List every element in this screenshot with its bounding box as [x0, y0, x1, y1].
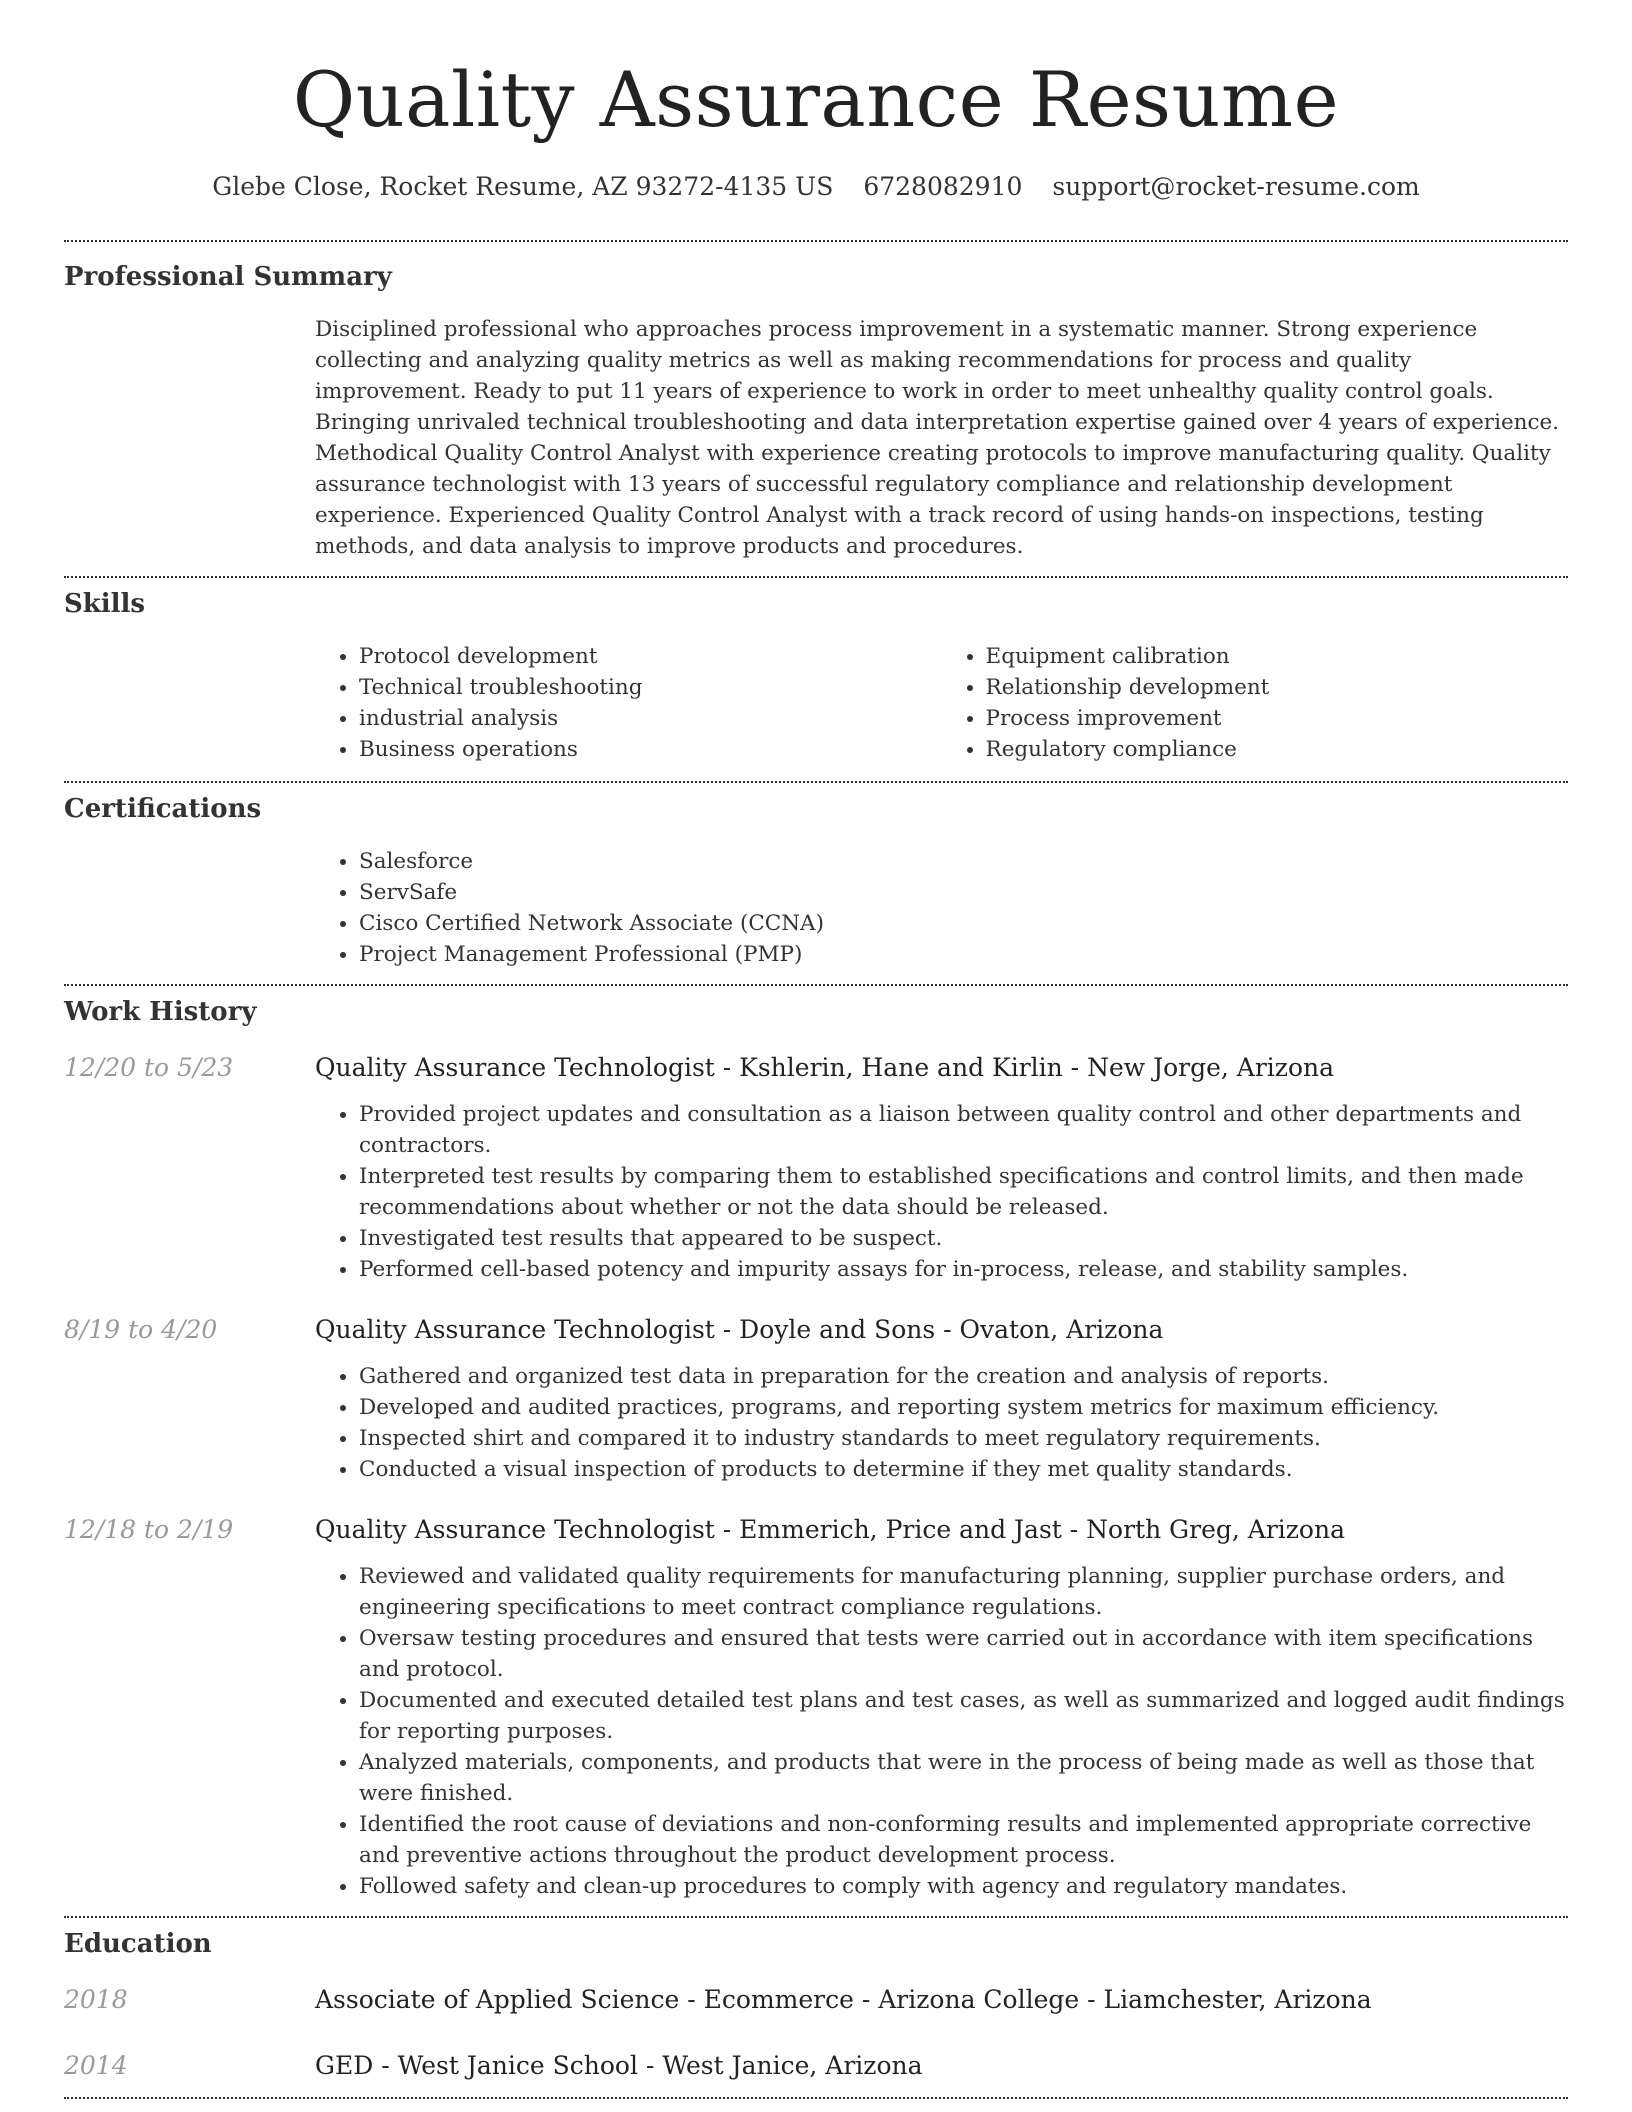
list-item: • Project Management Professional (PMP) [359, 939, 1568, 970]
list-item: • Protocol development [359, 641, 942, 672]
job-title: Quality Assurance Technologist - Doyle and Sons - Ovaton, Arizona [315, 1315, 1164, 1344]
list-item: • Technical troubleshooting [359, 672, 942, 703]
skills-section [64, 578, 1568, 781]
resume-title: Quality Assurance Resume [292, 55, 1340, 144]
list-item: • Cisco Certified Network Associate (CCNA) [359, 908, 1568, 939]
summary-heading: Professional Summary [64, 262, 392, 292]
job-dates: 12/20 to 5/23 [64, 1053, 234, 1082]
list-item: • Relationship development [986, 672, 1569, 703]
list-item: • Inspected shirt and compared it to industry standards to meet regulatory requirements. [359, 1423, 1568, 1454]
job-details [315, 1099, 1568, 1285]
education-year: 2018 [64, 1985, 128, 2014]
skills-heading: Skills [64, 589, 146, 619]
list-item: • Regulatory compliance [986, 734, 1569, 765]
list-item: • Identified the root cause of deviations and non-conforming results and implemented appropriate corrective and preventive actions throughout the product development process. [359, 1809, 1568, 1871]
education-section [64, 1918, 1568, 2097]
job-title: Quality Assurance Technologist - Kshlerin, Hane and Kirlin - New Jorge, Arizona [315, 1053, 1335, 1082]
job-dates: 12/18 to 2/19 [64, 1515, 234, 1544]
skills-list-right [942, 641, 1569, 765]
contact-address: Glebe Close, Rocket Resume, AZ 93272-4135 US [212, 172, 834, 201]
certifications-list [315, 846, 1568, 970]
education-entry [64, 1983, 1568, 2017]
list-item: • Business operations [359, 734, 942, 765]
education-entry [64, 2049, 1568, 2083]
list-item: • Developed and audited practices, programs, and reporting system metrics for maximum efficiency. [359, 1392, 1568, 1423]
list-item: • ServSafe [359, 877, 1568, 908]
job-bullets [315, 1361, 1568, 1485]
summary-section [64, 242, 1568, 576]
skills-list-left [315, 641, 942, 765]
education-heading: Education [64, 1929, 212, 1959]
work-history-heading: Work History [64, 997, 257, 1027]
list-item: • Performed cell-based potency and impurity assays for in-process, release, and stability samples. [359, 1254, 1568, 1285]
list-item: • Equipment calibration [986, 641, 1569, 672]
education-title: Associate of Applied Science - Ecommerce - Arizona College - Liamchester, Arizona [315, 1985, 1372, 2014]
education-title: GED - West Janice School - West Janice, Arizona [315, 2051, 923, 2080]
summary-text: Disciplined professional who approaches process improvement in a systematic manner. Strong experience collecting and analyzing quality metrics as well as making recommendations for process and quality improvement. Ready to put 11 years of experience to work in order to meet unhealthy quality control goals. Bringing unrivaled technical troubleshooting and data interpretation expertise gained over 4 years of experience. Methodical Quality Control Analyst with experience creating protocols to improve manufacturing quality. Quality assurance technologist with 13 years of successful regulatory compliance and relationship development experience. Experienced Quality Control Analyst with a track record of using hands-on inspections, testing methods, and data analysis to improve products and procedures. [315, 317, 1560, 559]
job-bullets [315, 1561, 1568, 1902]
job-entry [64, 1313, 1568, 1485]
list-item: • Salesforce [359, 846, 1568, 877]
certifications-heading: Certifications [64, 794, 262, 824]
contact-phone: 6728082910 [863, 172, 1023, 201]
section-divider [64, 2097, 1568, 2099]
list-item: • Process improvement [986, 703, 1569, 734]
list-item: • industrial analysis [359, 703, 942, 734]
list-item: • Interpreted test results by comparing them to established specifications and control limits, and then made recommendations about whether or not the data should be released. [359, 1161, 1568, 1223]
job-header [64, 1313, 1568, 1347]
certifications-body [315, 846, 1568, 970]
job-details [315, 1561, 1568, 1902]
list-item: • Analyzed materials, components, and products that were in the process of being made as well as those that were finished. [359, 1747, 1568, 1809]
job-details [315, 1361, 1568, 1485]
job-dates: 8/19 to 4/20 [64, 1315, 218, 1344]
contact-line [64, 170, 1568, 204]
certifications-section [64, 783, 1568, 984]
job-entry [64, 1513, 1568, 1902]
job-bullets [315, 1099, 1568, 1285]
contact-email: support@rocket-resume.com [1052, 172, 1420, 201]
job-header [64, 1513, 1568, 1547]
work-history-section [64, 986, 1568, 1916]
list-item: • Conducted a visual inspection of products to determine if they met quality standards. [359, 1454, 1568, 1485]
job-header [64, 1051, 1568, 1085]
job-entry [64, 1051, 1568, 1285]
list-item: • Provided project updates and consultation as a liaison between quality control and other departments and contractors. [359, 1099, 1568, 1161]
education-year: 2014 [64, 2051, 128, 2080]
list-item: • Documented and executed detailed test plans and test cases, as well as summarized and logged audit findings for reporting purposes. [359, 1685, 1568, 1747]
list-item: • Gathered and organized test data in preparation for the creation and analysis of reports. [359, 1361, 1568, 1392]
list-item: • Followed safety and clean-up procedures to comply with agency and regulatory mandates. [359, 1871, 1568, 1902]
job-title: Quality Assurance Technologist - Emmerich, Price and Jast - North Greg, Arizona [315, 1515, 1345, 1544]
skills-grid [315, 641, 1568, 765]
list-item: • Investigated test results that appeared to be suspect. [359, 1223, 1568, 1254]
list-item: • Reviewed and validated quality requirements for manufacturing planning, supplier purchase orders, and engineering specifications to meet contract compliance regulations. [359, 1561, 1568, 1623]
list-item: • Oversaw testing procedures and ensured that tests were carried out in accordance with item specifications and protocol. [359, 1623, 1568, 1685]
